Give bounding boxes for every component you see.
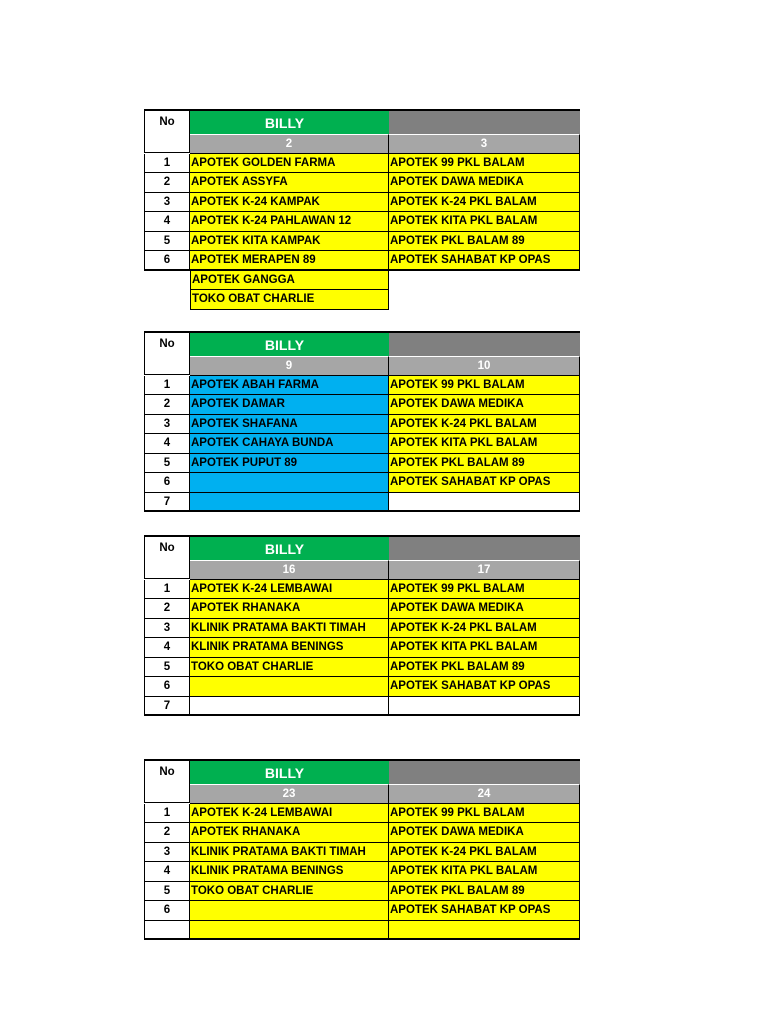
table-cell[interactable] [389,921,580,941]
table-cell[interactable] [190,677,389,697]
table-cell[interactable]: APOTEK KITA PKL BALAM [389,638,580,658]
row-number [144,921,190,941]
billy-header: BILLY [190,535,389,560]
table-cell[interactable]: APOTEK K-24 PKL BALAM [389,193,580,213]
row-number: 3 [144,619,190,639]
billy-header: BILLY [190,759,389,784]
row-number: 2 [144,599,190,619]
table-cell[interactable]: APOTEK PKL BALAM 89 [389,454,580,474]
row-number: 5 [144,658,190,678]
table-cell[interactable]: APOTEK K-24 PKL BALAM [389,843,580,863]
column-number: 23 [190,784,389,804]
column-number: 17 [389,560,580,580]
row-number: 5 [144,882,190,902]
table-cell[interactable]: KLINIK PRATAMA BAKTI TIMAH [190,843,389,863]
column-number: 16 [190,560,389,580]
table-cell[interactable] [190,473,389,493]
grey-header [389,109,580,134]
table-cell[interactable]: APOTEK K-24 PKL BALAM [389,619,580,639]
table-cell[interactable]: APOTEK K-24 PKL BALAM [389,415,580,435]
row-number: 4 [144,212,190,232]
row-number: 7 [144,493,190,513]
table-cell[interactable]: APOTEK SAHABAT KP OPAS [389,251,580,271]
schedule-table-2 [144,331,580,512]
schedule-table-4 [144,759,580,940]
table-cell[interactable]: KLINIK PRATAMA BAKTI TIMAH [190,619,389,639]
table-cell[interactable]: APOTEK 99 PKL BALAM [389,376,580,396]
table-cell[interactable]: APOTEK PUPUT 89 [190,454,389,474]
table-cell[interactable]: APOTEK DAWA MEDIKA [389,823,580,843]
table-cell[interactable]: APOTEK PKL BALAM 89 [389,658,580,678]
table-cell[interactable]: APOTEK K-24 LEMBAWAI [190,804,389,824]
table-cell[interactable]: TOKO OBAT CHARLIE [190,290,389,310]
table-cell[interactable]: APOTEK KITA PKL BALAM [389,212,580,232]
no-header: No [144,331,190,375]
row-number: 6 [144,677,190,697]
table-cell[interactable]: APOTEK 99 PKL BALAM [389,804,580,824]
row-number: 3 [144,843,190,863]
column-number: 10 [389,356,580,376]
table-cell[interactable]: APOTEK SAHABAT KP OPAS [389,901,580,921]
row-number: 5 [144,232,190,252]
table-cell[interactable]: APOTEK SAHABAT KP OPAS [389,473,580,493]
schedule-table-1 [144,109,580,310]
row-number: 1 [144,154,190,174]
row-number: 7 [144,697,190,717]
table-cell[interactable]: APOTEK PKL BALAM 89 [389,882,580,902]
column-number: 2 [190,134,389,154]
billy-header: BILLY [190,331,389,356]
table-cell[interactable] [190,921,389,941]
row-number: 6 [144,473,190,493]
table-cell[interactable]: APOTEK MERAPEN 89 [190,251,389,271]
column-number: 24 [389,784,580,804]
table-cell[interactable] [389,493,580,513]
row-number: 5 [144,454,190,474]
table-cell[interactable]: KLINIK PRATAMA BENINGS [190,638,389,658]
table-cell[interactable]: APOTEK DAMAR [190,395,389,415]
row-number: 6 [144,901,190,921]
table-cell[interactable]: APOTEK K-24 KAMPAK [190,193,389,213]
empty-cell [144,271,190,291]
table-cell[interactable]: APOTEK ASSYFA [190,173,389,193]
table-cell[interactable] [190,901,389,921]
row-number: 1 [144,376,190,396]
table-cell[interactable]: APOTEK DAWA MEDIKA [389,395,580,415]
row-number: 4 [144,638,190,658]
table-cell[interactable]: APOTEK 99 PKL BALAM [389,580,580,600]
grey-header [389,759,580,784]
table-cell[interactable] [389,697,580,717]
row-number: 3 [144,415,190,435]
table-cell[interactable]: APOTEK CAHAYA BUNDA [190,434,389,454]
table-cell[interactable]: APOTEK DAWA MEDIKA [389,599,580,619]
table-cell[interactable]: APOTEK GANGGA [190,271,389,291]
table-cell[interactable]: APOTEK SAHABAT KP OPAS [389,677,580,697]
table-cell[interactable]: APOTEK KITA KAMPAK [190,232,389,252]
empty-cell [389,290,580,310]
no-header: No [144,109,190,153]
row-number: 1 [144,804,190,824]
column-number: 9 [190,356,389,376]
empty-cell [144,290,190,310]
table-cell[interactable]: APOTEK KITA PKL BALAM [389,434,580,454]
table-cell[interactable] [190,493,389,513]
no-header: No [144,535,190,579]
table-cell[interactable]: TOKO OBAT CHARLIE [190,882,389,902]
schedule-table-3 [144,535,580,716]
table-cell[interactable]: APOTEK PKL BALAM 89 [389,232,580,252]
row-number: 2 [144,173,190,193]
table-cell[interactable]: APOTEK GOLDEN FARMA [190,154,389,174]
empty-cell [389,271,580,291]
billy-header: BILLY [190,109,389,134]
table-cell[interactable]: APOTEK K-24 LEMBAWAI [190,580,389,600]
row-number: 6 [144,251,190,271]
table-cell[interactable]: APOTEK RHANAKA [190,823,389,843]
table-cell[interactable]: APOTEK SHAFANA [190,415,389,435]
grey-header [389,331,580,356]
table-cell[interactable]: APOTEK KITA PKL BALAM [389,862,580,882]
column-number: 3 [389,134,580,154]
row-number: 3 [144,193,190,213]
row-number: 1 [144,580,190,600]
row-number: 4 [144,862,190,882]
grey-header [389,535,580,560]
table-cell[interactable]: APOTEK DAWA MEDIKA [389,173,580,193]
row-number: 2 [144,823,190,843]
row-number: 4 [144,434,190,454]
no-header: No [144,759,190,803]
table-cell[interactable]: TOKO OBAT CHARLIE [190,658,389,678]
table-cell[interactable]: APOTEK K-24 PAHLAWAN 12 [190,212,389,232]
row-number: 2 [144,395,190,415]
table-cell[interactable] [190,697,389,717]
table-cell[interactable]: KLINIK PRATAMA BENINGS [190,862,389,882]
table-cell[interactable]: APOTEK ABAH FARMA [190,376,389,396]
table-cell[interactable]: APOTEK 99 PKL BALAM [389,154,580,174]
table-cell[interactable]: APOTEK RHANAKA [190,599,389,619]
